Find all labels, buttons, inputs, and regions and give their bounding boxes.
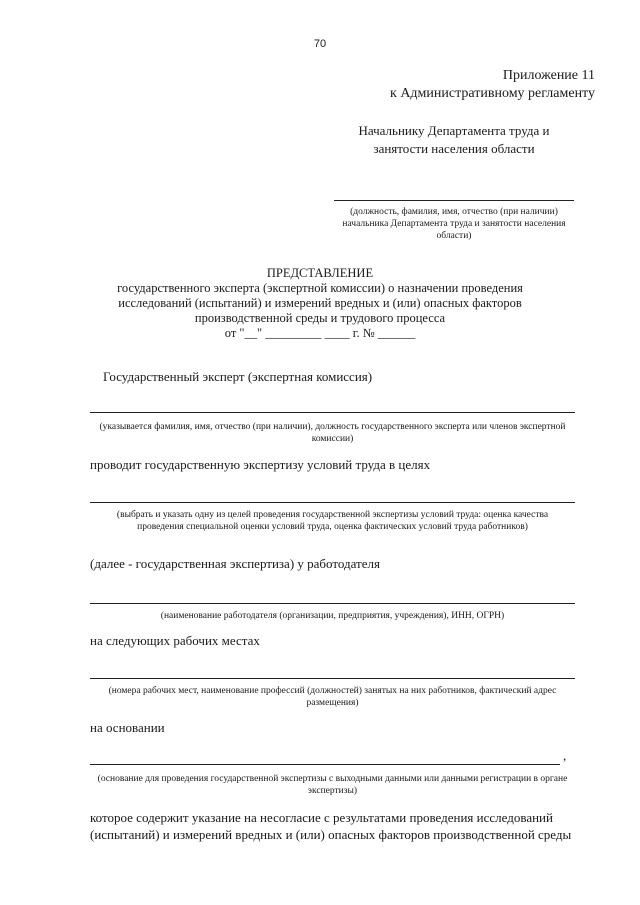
appendix-title: Приложение 11	[502, 68, 595, 83]
final-line: которое содержит указание на несогласие с результатами проведения исследований	[90, 810, 553, 825]
appendix-subtitle: к Административному регламенту	[390, 86, 595, 101]
workplaces-hint: (номера рабочих мест, наименование профессий (должностей) занятых на них работников, фактический адрес размещения)	[108, 686, 557, 708]
employer-fill-line[interactable]	[90, 603, 575, 604]
basis-hint: (основание для проведения государственной экспертизы с выходными данными или данными регистрации в органе экспертизы)	[97, 774, 568, 796]
expert-hint: (указывается фамилия, имя, отчество (при наличии), должность государственного эксперта или членов экспертной комиссии)	[99, 422, 566, 444]
employer-label: (далее - государственная экспертиза) у работодателя	[90, 556, 380, 571]
final-paragraph	[90, 809, 580, 843]
goal-fill-line[interactable]	[90, 502, 575, 503]
final-line: (испытаний) и измерений вредных и (или) опасных факторов производственной среды	[90, 827, 572, 842]
workplaces-label: на следующих рабочих местах	[90, 633, 260, 648]
employer-hint: (наименование работодателя (организации, предприятия, учреждения), ИНН, ОГРН)	[160, 611, 505, 621]
basis-fill-line[interactable]	[90, 764, 560, 765]
document-subtitle	[90, 281, 550, 341]
addressee-fill-line[interactable]	[334, 200, 574, 201]
goal-label: проводит государственную экспертизу условий труда в целях	[90, 457, 431, 472]
subtitle-line: исследований (испытаний) и измерений вредных и (или) опасных факторов	[118, 296, 522, 310]
basis-period: ,	[563, 748, 567, 763]
addressee-hint: (должность, фамилия, имя, отчество (при наличии) начальника Департамента труда и занятости населения области)	[342, 207, 566, 241]
subtitle-line: государственного эксперта (экспертной комиссии) о назначении проведения	[117, 281, 523, 295]
addressee-line-2: занятости населения области	[373, 141, 535, 156]
subtitle-line: производственной среды и трудового процесса	[194, 311, 446, 325]
document-title: ПРЕДСТАВЛЕНИЕ	[266, 266, 374, 280]
expert-label: Государственный эксперт (экспертная комиссия)	[103, 369, 373, 384]
basis-label: на основании	[90, 720, 165, 735]
page-number: 70	[313, 38, 327, 50]
addressee-line-1: Начальнику Департамента труда и	[358, 123, 550, 138]
workplaces-fill-line[interactable]	[90, 678, 575, 679]
goal-hint: (выбрать и указать одну из целей проведения государственной экспертизы условий труда: оценка качества проведения специальной оценки условий труда, оценка фактических условий труда работников)	[116, 510, 549, 532]
document-date-number-line: от "__" _________ ____ г. № ______	[224, 326, 416, 340]
expert-fill-line[interactable]	[90, 412, 575, 413]
